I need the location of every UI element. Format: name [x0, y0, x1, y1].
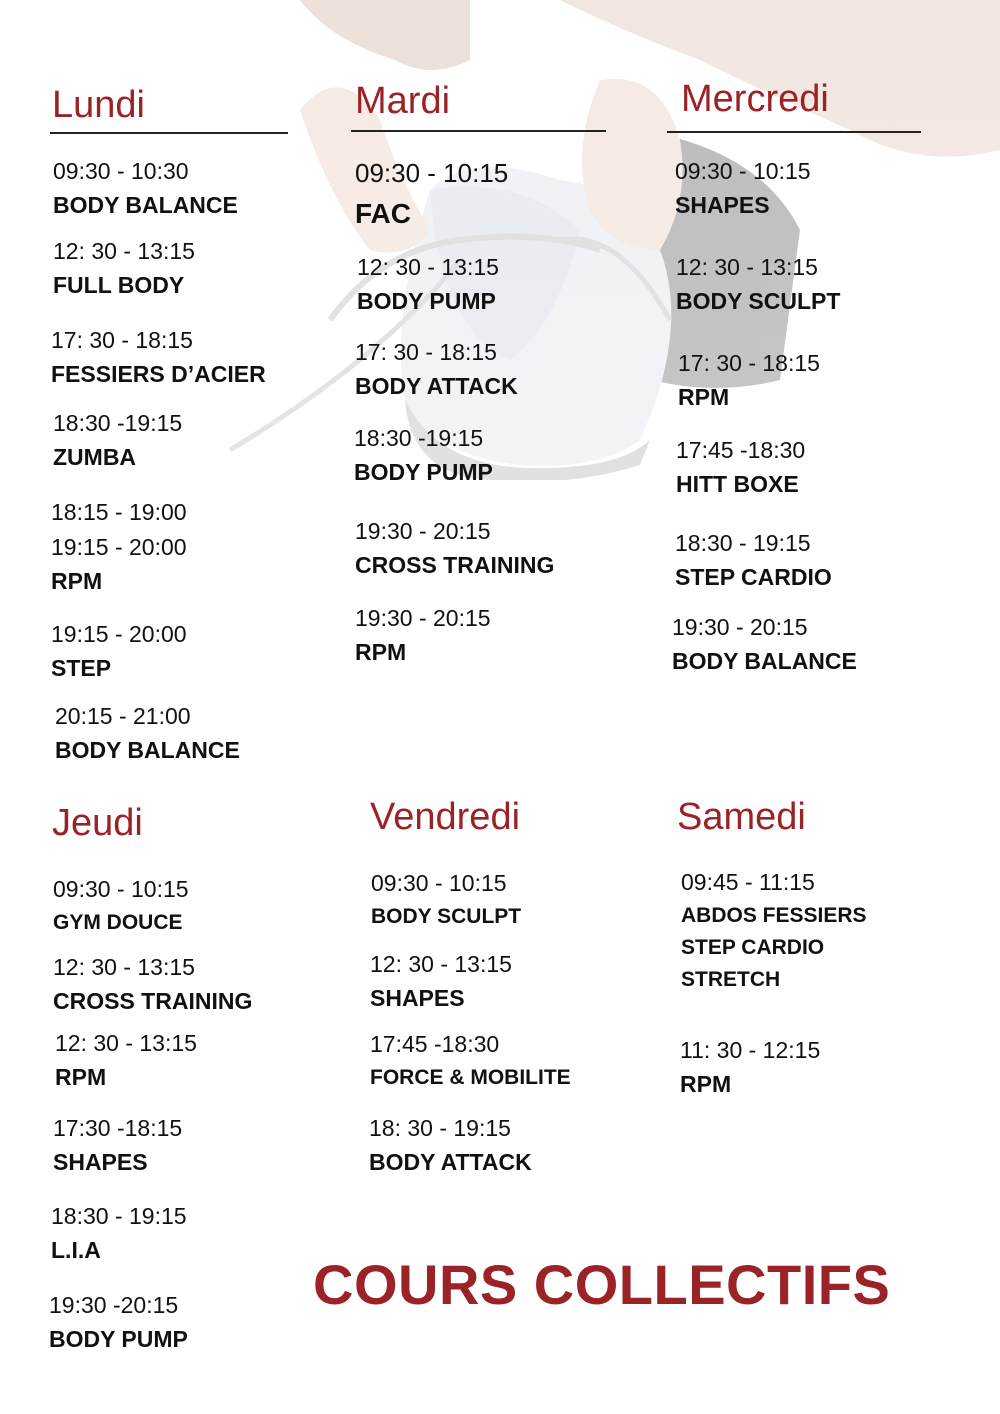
day-rule-lundi	[50, 132, 288, 134]
slot-jeudi-6	[49, 1294, 188, 1351]
day-title-mercredi: Mercredi	[681, 78, 829, 120]
slot-time: 19:30 - 20:15	[355, 605, 491, 631]
slot-class: SHAPES	[370, 985, 465, 1011]
slot-lundi-4	[53, 412, 182, 469]
slot-time: 09:30 - 10:15	[53, 876, 189, 902]
slot-time: 18:30 - 19:15	[675, 530, 811, 556]
slot-time: 17:45 -18:30	[370, 1031, 500, 1057]
slot-lundi-6	[51, 623, 187, 680]
slot-class: BODY BALANCE	[55, 737, 240, 763]
slot-time: 18:30 - 19:15	[51, 1203, 187, 1229]
slot-time: 18:15 - 19:00	[51, 499, 187, 525]
slot-mardi-4	[354, 427, 493, 484]
slot-class: SHAPES	[53, 1149, 148, 1175]
slot-class: STEP	[51, 655, 112, 681]
slot-class: ZUMBA	[53, 444, 137, 470]
slot-mercredi-6	[672, 616, 857, 673]
slot-class: ABDOS FESSIERS	[681, 904, 867, 927]
slot-time: 12: 30 - 13:15	[55, 1030, 197, 1056]
slot-class: FAC	[355, 198, 411, 229]
slot-time: 12: 30 - 13:15	[676, 254, 818, 280]
slot-time: 09:45 - 11:15	[681, 869, 815, 895]
slot-vendredi-3	[370, 1033, 571, 1088]
slot-mardi-5	[355, 520, 554, 577]
slot-time: 18:30 -19:15	[53, 410, 183, 436]
slot-mardi-3	[355, 341, 518, 398]
slot-mercredi-1	[675, 160, 811, 217]
slot-time: 19:15 - 20:00	[51, 621, 187, 647]
slot-class: BODY BALANCE	[672, 648, 857, 674]
slot-samedi-2	[680, 1039, 820, 1096]
day-title-lundi: Lundi	[52, 84, 145, 126]
slot-class: BODY PUMP	[357, 288, 496, 314]
day-title-mardi: Mardi	[355, 80, 451, 122]
slot-class: BODY SCULPT	[371, 905, 522, 928]
slot-class: BODY PUMP	[354, 459, 493, 485]
slot-time: 19:30 -20:15	[49, 1292, 179, 1318]
slot-mercredi-2	[676, 256, 840, 313]
slot-vendredi-1	[371, 872, 521, 927]
slot-class: GYM DOUCE	[53, 911, 183, 934]
slot-class: L.I.A	[51, 1237, 101, 1263]
slot-class: BODY SCULPT	[676, 288, 841, 314]
slot-class: RPM	[678, 384, 730, 410]
slot-class: RPM	[51, 568, 103, 594]
slot-time: 09:30 - 10:15	[355, 158, 509, 188]
slot-lundi-1	[53, 160, 238, 217]
slot-class: CROSS TRAINING	[355, 552, 555, 578]
slot-mercredi-3	[678, 352, 820, 409]
slot-class: BODY ATTACK	[369, 1149, 532, 1175]
slot-class: BODY BALANCE	[53, 192, 238, 218]
slot-time: 12: 30 - 13:15	[357, 254, 499, 280]
slot-mercredi-5	[675, 532, 832, 589]
slot-time-secondary: 19:15 - 20:00	[51, 534, 187, 560]
slot-lundi-3	[51, 329, 266, 386]
slot-class: FULL BODY	[53, 272, 185, 298]
slot-time: 09:30 - 10:30	[53, 158, 189, 184]
slot-time: 17: 30 - 18:15	[51, 327, 193, 353]
slot-class: RPM	[55, 1064, 107, 1090]
slot-time: 17:30 -18:15	[53, 1115, 183, 1141]
slot-lundi-7	[55, 705, 240, 762]
slot-lundi-5	[51, 501, 187, 593]
slot-time: 20:15 - 21:00	[55, 703, 191, 729]
slot-jeudi-3	[55, 1032, 197, 1089]
day-title-jeudi: Jeudi	[52, 802, 143, 844]
slot-time: 18: 30 - 19:15	[369, 1115, 511, 1141]
day-rule-mercredi	[667, 131, 921, 133]
page-title: COURS COLLECTIFS	[313, 1253, 891, 1316]
slot-time: 12: 30 - 13:15	[370, 951, 512, 977]
day-title-vendredi: Vendredi	[370, 796, 521, 838]
slot-time: 12: 30 - 13:15	[53, 238, 195, 264]
slot-jeudi-2	[53, 956, 252, 1013]
slot-class: HITT BOXE	[676, 471, 799, 497]
slot-time: 09:30 - 10:15	[371, 870, 507, 896]
slot-class: CROSS TRAINING	[53, 988, 253, 1014]
slot-time: 12: 30 - 13:15	[53, 954, 195, 980]
slot-vendredi-2	[370, 953, 512, 1010]
slot-time: 17:45 -18:30	[676, 437, 806, 463]
slot-class-secondary: STEP CARDIO	[681, 936, 825, 959]
slot-time: 09:30 - 10:15	[675, 158, 811, 184]
slot-jeudi-1	[53, 878, 189, 933]
slot-mercredi-4	[676, 439, 805, 496]
slot-class: RPM	[680, 1071, 732, 1097]
slot-vendredi-4	[369, 1117, 532, 1174]
day-title-samedi: Samedi	[677, 796, 806, 838]
slot-time: 11: 30 - 12:15	[680, 1037, 821, 1063]
slot-class: BODY ATTACK	[355, 373, 518, 399]
slot-class: FORCE & MOBILITE	[370, 1066, 571, 1089]
slot-class: SHAPES	[675, 192, 770, 218]
slot-class-tertiary: STRETCH	[681, 968, 781, 991]
slot-samedi-1	[681, 871, 867, 990]
slot-time: 19:30 - 20:15	[672, 614, 808, 640]
slot-class: RPM	[355, 639, 407, 665]
day-rule-mardi	[351, 130, 606, 132]
slot-class: STEP CARDIO	[675, 564, 832, 590]
slot-time: 19:30 - 20:15	[355, 518, 491, 544]
slot-jeudi-4	[53, 1117, 182, 1174]
slot-jeudi-5	[51, 1205, 187, 1262]
slot-mardi-1	[355, 160, 508, 228]
slot-class: FESSIERS D’ACIER	[51, 361, 266, 387]
slot-lundi-2	[53, 240, 195, 297]
slot-time: 17: 30 - 18:15	[355, 339, 497, 365]
slot-time: 17: 30 - 18:15	[678, 350, 820, 376]
slot-class: BODY PUMP	[49, 1326, 188, 1352]
slot-time: 18:30 -19:15	[354, 425, 484, 451]
slot-mardi-6	[355, 607, 491, 664]
slot-mardi-2	[357, 256, 499, 313]
